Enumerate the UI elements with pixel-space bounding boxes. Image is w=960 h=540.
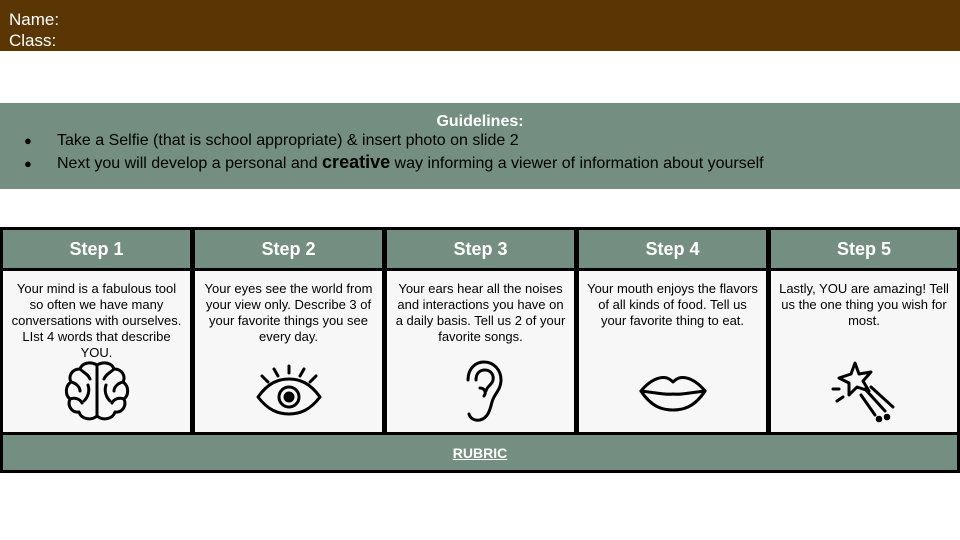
ear-icon (387, 356, 574, 426)
class-label: Class: (9, 31, 57, 50)
step-2-text: Your eyes see the world from your view only. Describe 3 of your favorite things you see every day. (204, 281, 373, 344)
guideline-text: Take a Selfie (that is school appropriate) & insert photo on slide 2 (57, 132, 519, 149)
step-1-header: Step 1 (3, 230, 190, 268)
guideline-item (24, 152, 764, 173)
steps-table (0, 227, 960, 473)
rubric-row (3, 435, 957, 470)
guideline-emphasis: creative (322, 152, 391, 172)
lips-icon (579, 356, 766, 426)
step-4-body (579, 271, 766, 432)
step-5-body (771, 271, 957, 432)
bullet-icon: ● (24, 156, 32, 171)
step-3-body (387, 271, 574, 432)
step-4-header: Step 4 (579, 230, 766, 268)
brain-icon (3, 356, 190, 426)
step-4-text: Your mouth enjoys the flavors of all kinds of food. Tell us your favorite thing to eat. (587, 281, 758, 328)
eye-icon (195, 356, 382, 426)
guideline-text: Next you will develop a personal and (57, 155, 323, 172)
guideline-text-end: way informing a viewer of information about yourself (390, 155, 764, 172)
step-5-text: Lastly, YOU are amazing! Tell us the one thing you wish for most. (779, 281, 949, 328)
guidelines-title: Guidelines: (436, 113, 524, 130)
step-3-header: Step 3 (387, 230, 574, 268)
name-label: Name: (9, 10, 60, 29)
step-1-text: Your mind is a fabulous tool so often we have many conversations with ourselves. LIst 4 words that describe YOU. (11, 281, 182, 360)
step-2-header: Step 2 (195, 230, 382, 268)
bullet-icon: ● (24, 133, 32, 148)
step-2-body (195, 271, 382, 432)
step-5-header: Step 5 (771, 230, 957, 268)
step-3-text: Your ears hear all the noises and interactions you have on a daily basis. Tell us 2 of your favorite songs. (395, 281, 566, 344)
header-bar (0, 0, 960, 51)
rubric-link[interactable]: RUBRIC (452, 444, 508, 461)
step-1-body (3, 271, 190, 432)
shooting-star-icon (771, 356, 957, 426)
guideline-item (24, 132, 519, 150)
